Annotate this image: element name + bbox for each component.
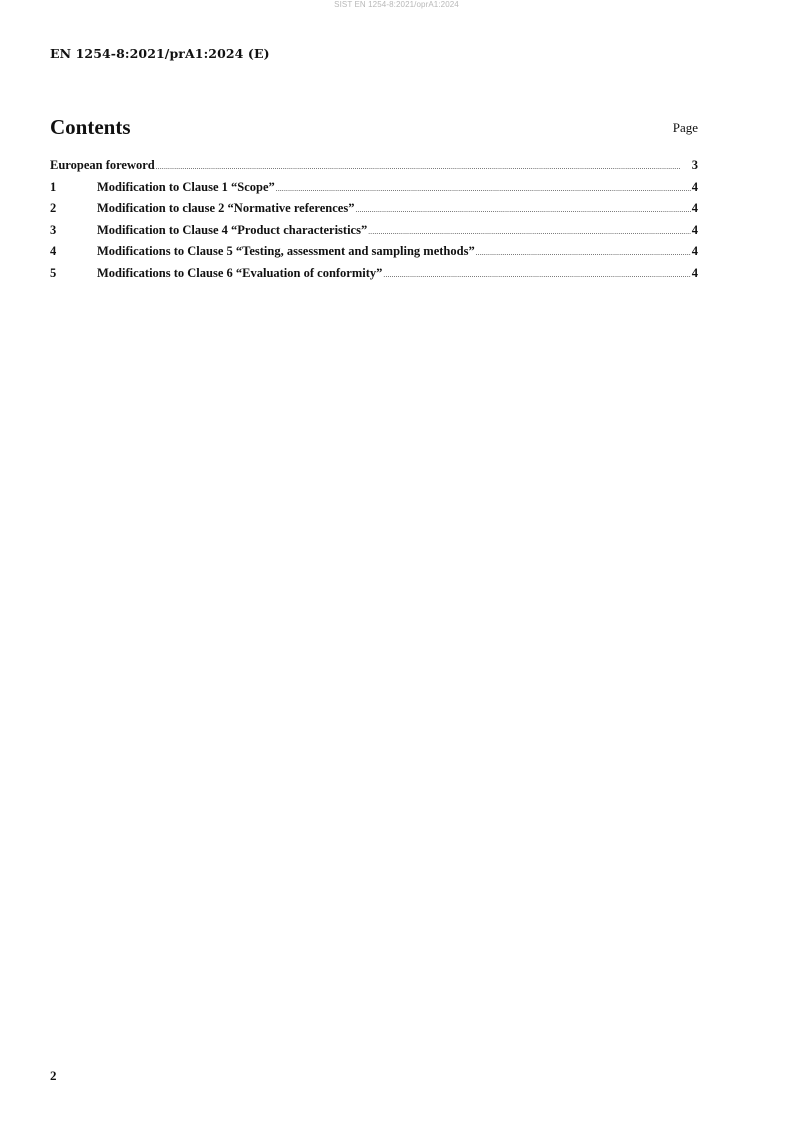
toc-entry-title: Modifications to Clause 6 “Evaluation of conformity” — [97, 265, 383, 280]
toc-entry-title: Modification to Clause 4 “Product characteristics” — [97, 222, 368, 237]
toc-dot-leader — [355, 206, 690, 214]
toc-dot-leader — [383, 271, 690, 279]
toc-dot-leader — [368, 228, 691, 236]
toc-entry-number: 3 — [50, 222, 57, 237]
toc-entry-page: 4 — [691, 265, 698, 280]
toc-entry-page: 4 — [691, 222, 698, 237]
toc-entry-page: 4 — [691, 244, 698, 258]
toc-dot-leader — [156, 163, 691, 171]
watermark-text: SIST EN 1254-8:2021/oprA1:2024 — [334, 0, 459, 9]
toc-entry-title: Modifications to Clause 5 “Testing, assessment and sampling methods” — [97, 244, 475, 258]
toc-dot-leader — [276, 185, 691, 193]
table-of-contents — [50, 158, 698, 287]
toc-entry-page: 4 — [691, 201, 698, 215]
toc-entry-number: 5 — [50, 265, 57, 280]
toc-entry-1[interactable] — [50, 180, 698, 202]
toc-entry-4[interactable] — [50, 244, 698, 266]
toc-entry-title: Modification to Clause 1 “Scope” — [97, 179, 275, 194]
toc-entry-title: Modification to clause 2 “Normative references” — [97, 201, 355, 215]
page-column-label: Page — [672, 120, 698, 135]
toc-entry-number: 4 — [50, 244, 57, 258]
contents-heading: Contents — [50, 115, 131, 139]
toc-entry-2[interactable] — [50, 201, 698, 223]
toc-entry-foreword[interactable] — [50, 158, 698, 180]
toc-entry-3[interactable] — [50, 223, 698, 245]
toc-dot-leader — [476, 249, 691, 257]
toc-entry-number: 2 — [50, 201, 57, 215]
toc-entry-5[interactable] — [50, 266, 698, 288]
toc-entry-page: 4 — [691, 179, 698, 194]
toc-entry-page: 3 — [691, 158, 698, 172]
toc-entry-number: 1 — [50, 179, 57, 194]
toc-entry-title: European foreword — [50, 158, 155, 172]
document-identifier: EN 1254-8:2021/prA1:2024 (E) — [50, 46, 270, 61]
page-number: 2 — [50, 1068, 57, 1083]
